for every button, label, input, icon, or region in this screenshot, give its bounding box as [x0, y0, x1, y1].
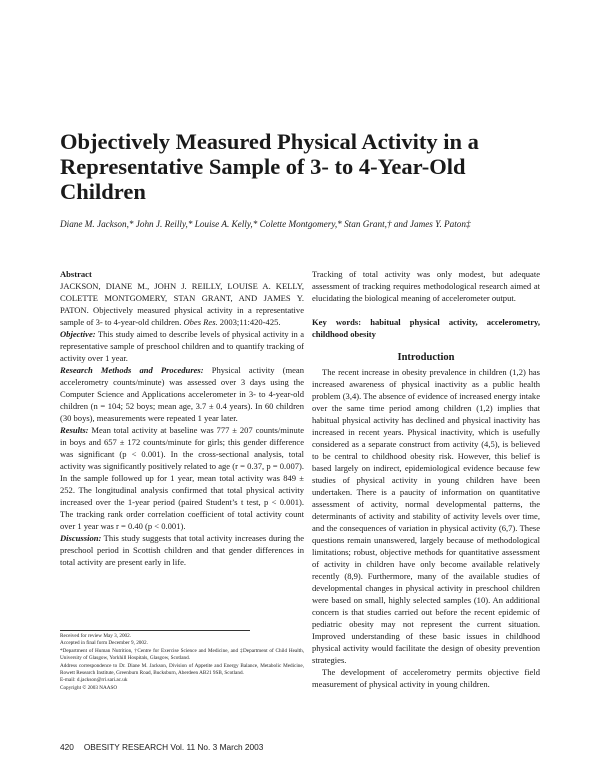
keywords-label: Key words:: [312, 317, 362, 327]
discussion-label: Discussion:: [60, 533, 102, 543]
introduction-paragraph-1: The recent increase in obesity prevalence in children (1,2) has increased awareness of physical inactivity as a public health problem (3,4). The absence of evidence of increased energy intake over the same time period among children (1,2) implies that habitual physical activity has declined and physical inactivity has increased in recent years. Physical inactivity, which is usefully considered as a separate construct from activity (4,5), is believed to be central to childhood obesity risk. However, this belief is based largely on indirect, epidemiological evidence because few studies of physical activity in young children have been undertaken. There is a paucity of information on quantitative assessment of activity, normal developmental patterns, the determinants of activity and stability of activity levels over time, and the consequences of variation in physical activity (6,7). These questions remain unanswered, largely because of methodological limitations; robust, objective methods for quantitative assessment of activity in children have only become available relatively recently (8,9). Furthermore, many of the available studies of developmental changes in physical activity in preschool children were based on small, highly selected samples (10). An additional concern is that studies carried out before the recent epidemic of pediatric obesity may not represent the current situation. Improved understanding of these basic issues in childhood physical activity would facilitate the design of obesity prevention strategies.: [312, 367, 540, 665]
citation-authors: JACKSON, DIANE M., JOHN J. REILLY, LOUISE A. KELLY, COLETTE MONTGOMERY, STAN GRANT, AND JAMES Y. PATON.: [60, 281, 304, 315]
affiliations: *Department of Human Nutrition, †Centre for Exercise Science and Medicine, and ‡Department of Child Health, University of Glasgow, Yorkhill Hospitals, Glasgow, Scotland.: [60, 647, 304, 662]
citation-details: 2003;11:420-425.: [217, 317, 281, 327]
abstract-methods: [60, 364, 304, 424]
journal-running-head: OBESITY RESEARCH Vol. 11 No. 3 March 2003: [83, 742, 264, 752]
footnote-divider: [60, 630, 250, 631]
received-date: Received for review May 3, 2002.: [60, 633, 132, 639]
correspondence: Address correspondence to Dr. Diane M. Jackson, Division of Appetite and Energy Balance, Metabolic Medicine, Rowett Research Institute, Greenburn Road, Bucksburn, Aberdeen AB21 9SB, Scotland.: [60, 662, 304, 677]
objective-label: Objective:: [60, 329, 96, 339]
introduction-paragraph-2: The development of accelerometry permits objective field measurement of physical activity in young children.: [312, 667, 540, 689]
abstract-discussion-continued: Tracking of total activity was only modest, but adequate assessment of tracking requires methodological research aimed at elucidating the biological meaning of accelerometer output.: [312, 269, 540, 303]
abstract-heading: Abstract: [60, 269, 92, 279]
abstract-discussion: [60, 532, 304, 568]
email: E-mail: d.jackson@rri.sari.ac.uk: [60, 677, 128, 684]
abstract-citation: [60, 280, 304, 328]
footnotes: [60, 633, 304, 692]
methods-label: Research Methods and Procedures:: [60, 365, 204, 375]
keywords-text: habitual physical activity, accelerometry, childhood obesity: [312, 317, 540, 339]
copyright: Copyright © 2003 NAASO: [60, 684, 118, 691]
accepted-date: Accepted in final form December 9, 2002.: [60, 640, 148, 647]
citation-title: Objectively measured physical activity in a representative sample of 3- to 4-year-old children.: [60, 305, 304, 327]
objective-text: This study aimed to describe levels of physical activity in a representative sample of preschool children and to quantify tracking of activity over 1 year.: [60, 329, 304, 363]
results-text: Mean total activity at baseline was 777 ± 207 counts/minute in boys and 657 ± 172 counts/minute for girls; this gender difference was significant (p < 0.001). In the cross-sectional analysis, total activity was significantly positively related to age (r = 0.37, p = 0.007). In the sample followed up for 1 year, mean total activity was 849 ± 252. The longitudinal analysis confirmed that total physical activity increased over the 1-year period (paired Student’s t test, p < 0.001). The tracking rank order correlation coefficient of total activity count over 1 year was r = 0.40 (p < 0.001).: [60, 425, 304, 531]
page-number: 420: [60, 742, 74, 752]
citation-journal: Obes Res.: [183, 317, 218, 327]
left-column: [60, 268, 304, 568]
results-label: Results:: [60, 425, 89, 435]
introduction-heading: Introduction: [397, 352, 455, 363]
methods-text: Physical activity (mean accelerometry counts/minute) was assessed over 3 days using the Computer Science and Applications accelerometer in 3- to 4-year-old children (n = 104; 52 boys; mean age, 3.7 ± 0.4 years). In 60 children (30 boys), measurements were repeated 1 year later.: [60, 365, 304, 423]
page-footer: [60, 742, 360, 752]
right-column: [312, 268, 540, 690]
abstract-objective: [60, 328, 304, 364]
keywords: [312, 316, 540, 340]
abstract-results: [60, 424, 304, 532]
author-list: Diane M. Jackson,* John J. Reilly,* Louise A. Kelly,* Colette Montgomery,* Stan Grant,† and James Y. Paton‡: [60, 219, 471, 229]
article-title: Objectively Measured Physical Activity in a Representative Sample of 3- to 4-Year-Old Children: [60, 129, 479, 204]
discussion-text: This study suggests that total activity increases during the preschool period in Scottish children and that gender differences in total activity are present early in life.: [60, 533, 304, 567]
